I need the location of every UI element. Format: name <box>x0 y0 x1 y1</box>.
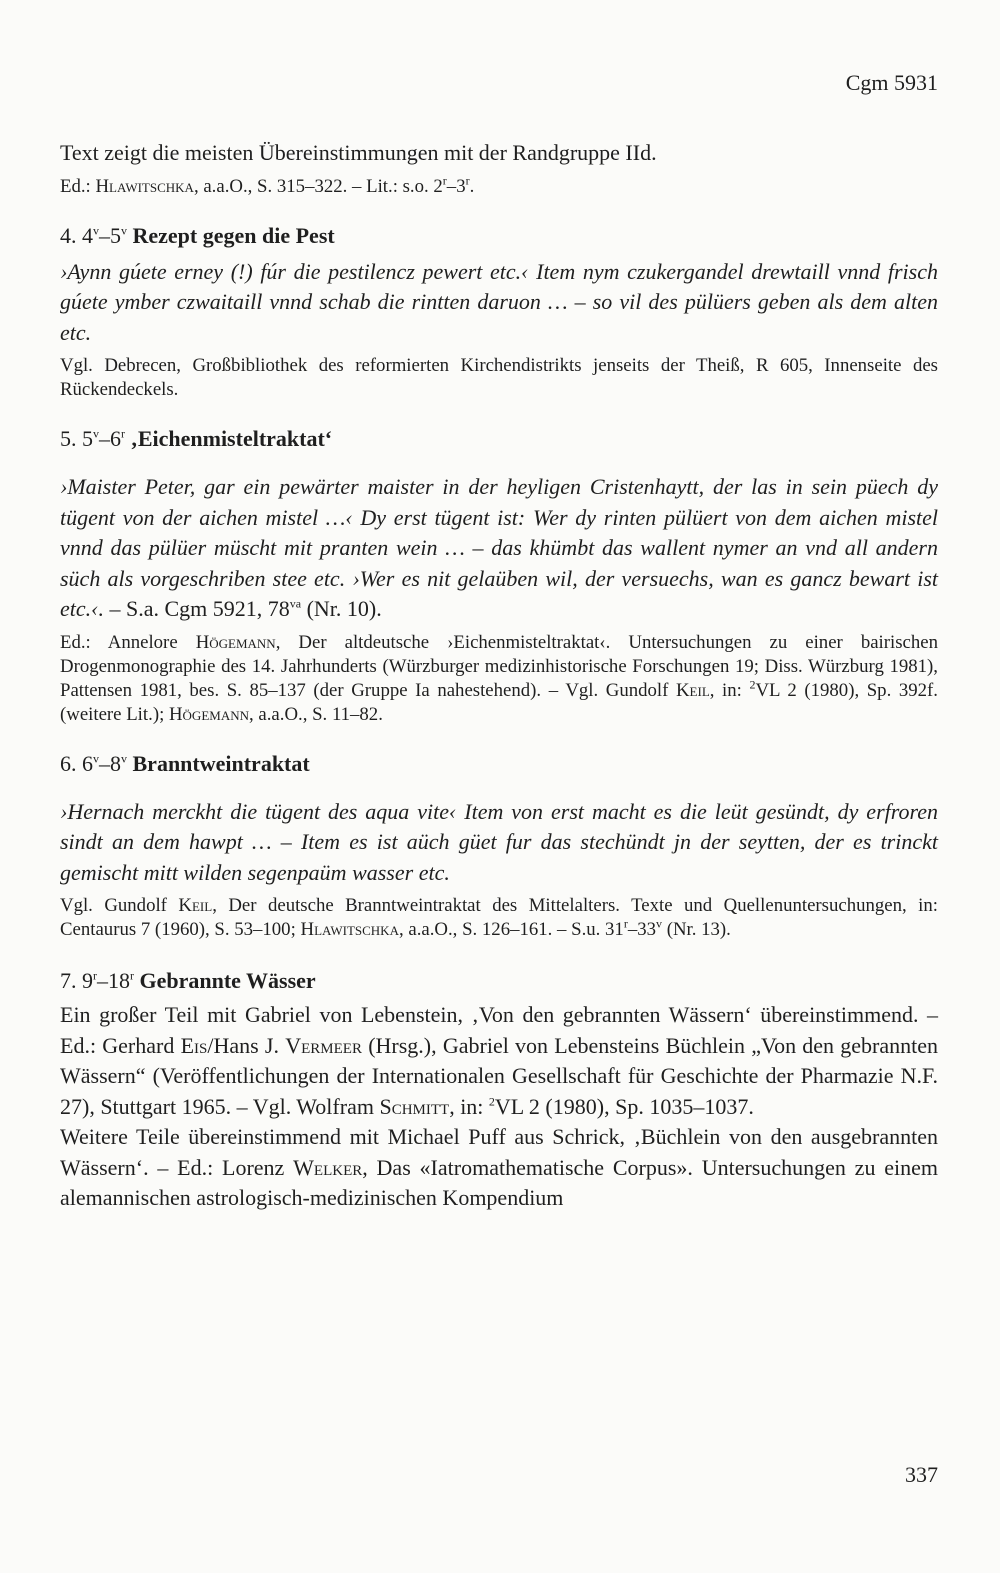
intro-ed: Ed.: Hlawitschka, a.a.O., S. 315–322. – Lit.: s.o. 2$^r$–3$^r$. <box>60 173 475 197</box>
section-6-note: Vgl. Gundolf Keil, Der deutsche Branntweintraktat des Mittelalters. Texte und Quellenuntersuchungen, in: Centaurus 7 (1960), S. 53–100; Hlawitschka, a.a.O., S. 126–161. – S.u. 31$^r$–33$^v$ (Nr. 13). <box>60 895 938 940</box>
section-5-heading: 5. 5$^v$–6$^r$ ‚Eichenmisteltraktat‘ <box>60 426 333 451</box>
section-5-text: ›Maister Peter, gar ein pewärter maister in der heyligen Cristenhaytt, der las in sein püech dy tügent von der aichen mistel …‹ Dy erst tügent ist: Wer dy rinten pülüert von dem aichen mistel vnnd das pülüer müscht mit pranten wein … – das khümbt das wallent nymer an vnd all andern süch als vorgeschriben stee etc. ›Wer es nit gelaüben wil, der versuechs, wan es gancz bewart ist etc.‹. – S.a. Cgm 5921, $78^{va}$ (Nr. 10). <box>60 474 938 621</box>
section-7-text2: Weitere Teile übereinstimmend mit Michael Puff aus Schrick, ‚Büchlein von den ausgebrannten Wässern‘. – Ed.: Lorenz Welker, Das «Iatromathematische Corpus». Untersuchungen zu einem alemannischen astrologisch-medizinischen Kompendium <box>60 1124 939 1210</box>
page-body <box>60 138 938 1214</box>
running-header: Cgm 5931 <box>845 70 938 95</box>
section-4-note: Vgl. Debrecen, Großbibliothek des reformierten Kirchendistrikts jenseits der Theiß, R 605, Innenseite des Rückendeckels. <box>60 355 938 400</box>
section-6-heading: 6. 6$^v$–8$^v$ Branntweintraktat <box>60 750 310 776</box>
section-4-text: ›Aynn gúete erney (!) fúr die pestilencz pewert etc.‹ Item nym czukergandel drewtaill vnnd frisch gúete ymber czwaitaill vnnd schab die rintten daruon … – so vil des pülüers geben als dem alten etc. <box>60 258 938 345</box>
section-7-heading: 7. 9$^r$–18$^r$ Gebrannte Wässer <box>60 968 316 993</box>
section-7-text: Ein großer Teil mit Gabriel von Lebenstein, ‚Von den gebrannten Wässern‘ übereinstimmend. – Ed.: Gerhard Eis/Hans J. Vermeer (Hrsg.), Gabriel von Lebensteins Büchlein „Von den gebrannten Wässern“ (Veröffentlichungen der Internationalen Gesellschaft für Geschichte der Pharmazie N.F. 27), Stuttgart 1965. – Vgl. Wolfram Schmitt, in: $^2$VL 2 (1980), Sp. 1035–1037. <box>60 1002 939 1119</box>
intro-text: Text zeigt die meisten Übereinstimmungen mit der Randgruppe IId. <box>60 140 657 165</box>
section-5-note: Ed.: Annelore Högemann, Der altdeutsche ›Eichenmisteltraktat‹. Untersuchungen zu einer bairischen Drogenmonographie des 14. Jahrhunderts (Würzburger medizinhistorische Forschungen 19; Diss. Würzburg 1981), Pattensen 1981, bes. S. 85–137 (der Gruppe Ia nahestehend). – Vgl. Gundolf Keil, in: $^2$VL 2 (1980), Sp. 392f. (weitere Lit.); Högemann, a.a.O., S. 11–82. <box>60 631 938 725</box>
section-4-heading: 4. 4$^v$–5$^v$ Rezept gegen die Pest <box>60 222 335 248</box>
section-6-text: ›Hernach merckht die tügent des aqua vite‹ Item von erst macht es die leüt gesündt, dy erfroren sindt an dem hawpt … – Item es ist aüch güet fur das stechündt jn der seytten, der es trinckt gemischt mitt wilden segenpaüm wasser etc. <box>60 798 938 885</box>
page-number: 337 <box>905 1462 938 1487</box>
